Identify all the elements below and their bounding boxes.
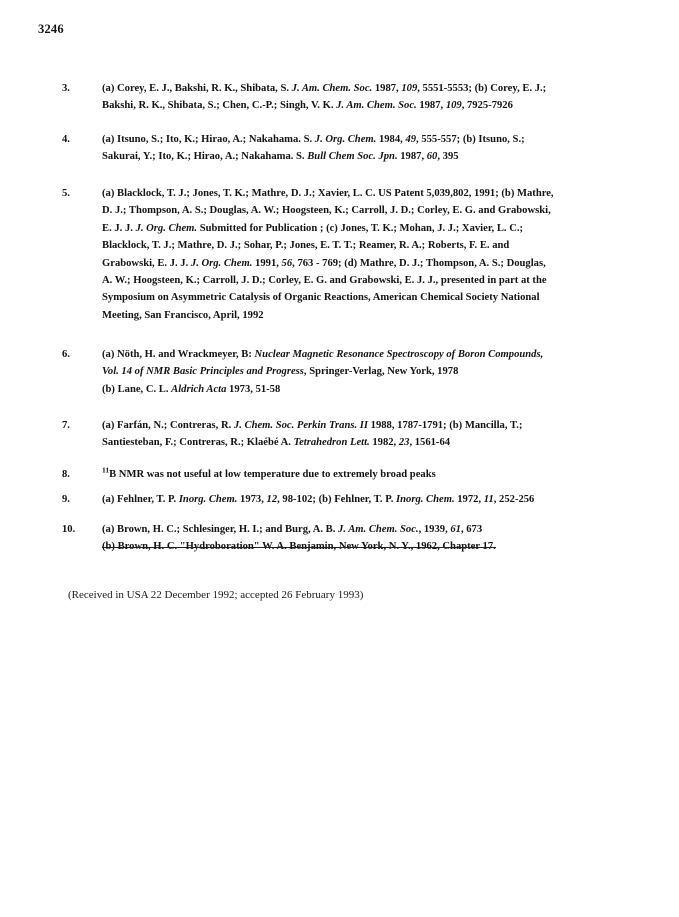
reference-text <box>102 417 622 452</box>
reference-italic-segment: 61 <box>450 524 461 535</box>
reference-segment: D. J.; Thompson, A. S.; Douglas, A. W.; Hoogsteen, K.; Carroll, J. D.; Corley, E. G. and Grabowski, <box>102 205 551 217</box>
reference-segment: Blacklock, T. J.; Mathre, D. J.; Sohar, P.; Jones, E. T. T.; Reamer, R. A.; Roberts, F. E. and <box>102 240 510 252</box>
reference-segment: 1991, <box>252 257 282 269</box>
reference-line <box>102 148 622 165</box>
reference-line <box>102 521 622 538</box>
reference-segment: B NMR was not useful at low temperature due to extremely broad peaks <box>109 469 436 480</box>
reference-line <box>102 272 622 289</box>
reference-italic-segment: J. Org. Chem. <box>190 257 253 269</box>
reference-segment: 1987, <box>397 151 427 163</box>
reference-line <box>102 466 622 483</box>
reference-text <box>102 491 622 508</box>
reference-italic-segment: 11 <box>483 494 494 505</box>
reference-segment: (a) Nöth, H. and Wrackmeyer, B: <box>102 349 255 360</box>
reference-segment: E. J. J. <box>102 222 136 234</box>
reference-segment: (b) Lane, C. L. <box>102 383 172 395</box>
reference-segment: A. W.; Hoogsteen, K.; Carroll, J. D.; Corley, E. G. and Grabowski, E. J. J., presented in part at the <box>102 275 547 287</box>
reference-italic-segment: Aldrich Acta <box>171 383 227 395</box>
reference-segment: Meeting, San Francisco, April, 1992 <box>102 309 264 321</box>
reference-segment: , 7925-7926 <box>461 100 513 112</box>
reference-segment: , 1939, <box>418 524 451 535</box>
reference-italic-segment: Tetrahedron Lett. <box>293 437 370 449</box>
reference-segment: (a) Farfán, N.; Contreras, R. <box>102 420 234 431</box>
reference-segment: (a) Blacklock, T. J.; Jones, T. K.; Mathre, D. J.; Xavier, L. C. US Patent 5,039,802, 1991; (b) Mathre, <box>102 188 554 199</box>
reference-line <box>102 289 622 306</box>
reference-item <box>62 80 622 115</box>
reference-item <box>62 131 622 166</box>
reference-text <box>102 131 622 166</box>
reference-segment: (a) Fehlner, T. P. <box>102 494 179 505</box>
reference-segment: Submitted for Publication ; (c) Jones, T. K.; Mohan, J. J.; Xavier, L. C.; <box>197 222 524 234</box>
reference-segment: , 673 <box>460 524 483 535</box>
reference-text <box>102 346 622 398</box>
reference-segment: 1982, <box>369 437 399 449</box>
reference-item <box>62 417 622 452</box>
reference-line <box>102 434 622 451</box>
reference-italic-segment: 56 <box>281 257 293 269</box>
reference-line <box>102 255 622 272</box>
reference-segment: 1973, <box>237 494 267 505</box>
reference-number: 8. <box>62 469 70 480</box>
reference-text <box>102 80 622 115</box>
reference-segment: , 1561-64 <box>409 437 451 449</box>
reference-line <box>102 307 622 324</box>
reference-line <box>102 97 622 114</box>
reference-number: 3. <box>62 83 70 94</box>
reference-segment: Bakshi, R. K., Shibata, S.; Chen, C.-P.; Singh, V. K. <box>102 100 337 112</box>
reference-segment: Symposium on Asymmetric Catalysis of Organic Reactions, American Chemical Society National <box>102 292 540 304</box>
reference-segment: 1988, 1787-1791; (b) Mancilla, T.; <box>368 420 523 431</box>
reference-italic-segment: 23 <box>398 437 410 449</box>
reference-number: 9. <box>62 494 70 505</box>
reference-italic-segment: 109 <box>401 83 418 94</box>
reference-italic-segment: J. Am. Chem. Soc. <box>336 100 417 112</box>
reference-segment: (b) Brown, H. C. "Hydroboration" W. A. Benjamin, New York, N. Y., 1962, Chapter 17. <box>102 541 496 553</box>
reference-italic-segment: J. Am. Chem. Soc. <box>291 83 373 94</box>
reference-italic-segment: 49 <box>405 134 417 145</box>
reference-segment: , Springer-Verlag, New York, 1978 <box>303 366 459 378</box>
reference-segment: Grabowski, E. J. J. <box>102 257 191 269</box>
reference-italic-segment: J. Org. Chem. <box>135 222 198 234</box>
reference-item <box>62 521 622 556</box>
reference-segment: 1984, <box>376 134 406 145</box>
reference-segment: (a) Itsuno, S.; Ito, K.; Hirao, A.; Nakahama. S. <box>102 134 315 145</box>
reference-text <box>102 185 622 324</box>
reference-line <box>102 185 622 202</box>
reference-text <box>102 521 622 556</box>
received-note: (Received in USA 22 December 1992; accepted 26 February 1993) <box>68 589 364 601</box>
reference-item <box>62 346 622 398</box>
reference-item <box>62 491 622 508</box>
reference-number: 6. <box>62 349 70 360</box>
reference-segment: (a) Brown, H. C.; Schlesinger, H. I.; and Burg, A. B. <box>102 524 339 535</box>
reference-italic-segment: J. Am. Chem. Soc. <box>338 524 419 535</box>
reference-segment: 1987, <box>372 83 402 94</box>
reference-italic-segment: Inorg. Chem. <box>396 494 455 505</box>
reference-line <box>102 80 622 97</box>
reference-italic-segment: 12 <box>266 494 278 505</box>
page-number: 3246 <box>38 22 64 36</box>
reference-line <box>102 131 622 148</box>
reference-segment: 11 <box>102 465 110 475</box>
reference-italic-segment: Inorg. Chem. <box>178 494 238 505</box>
reference-italic-segment: J. Org. Chem. <box>314 134 377 145</box>
reference-line <box>102 346 622 363</box>
reference-segment: 1973, 51-58 <box>226 383 281 395</box>
reference-italic-segment: Vol. 14 of NMR Basic Principles and Progress <box>102 366 304 378</box>
reference-item <box>62 185 622 324</box>
reference-number: 5. <box>62 188 70 199</box>
reference-segment: , 5551-5553; (b) Corey, E. J.; <box>417 83 547 94</box>
reference-segment: (a) Corey, E. J., Bakshi, R. K., Shibata, S. <box>102 83 292 94</box>
reference-number: 7. <box>62 420 70 431</box>
reference-segment: , 395 <box>437 151 459 163</box>
reference-segment: 1987, <box>416 100 446 112</box>
reference-line <box>102 491 622 508</box>
reference-italic-segment: 109 <box>445 100 462 112</box>
reference-italic-segment: Nuclear Magnetic Resonance Spectroscopy of Boron Compounds, <box>254 349 544 360</box>
reference-segment: , 555-557; (b) Itsuno, S.; <box>416 134 525 145</box>
reference-segment: , 98-102; (b) Fehlner, T. P. <box>277 494 397 505</box>
reference-number: 10. <box>62 524 76 535</box>
reference-segment: , 763 - 769; (d) Mathre, D. J.; Thompson, A. S.; Douglas, <box>292 257 546 269</box>
reference-number: 4. <box>62 134 70 145</box>
reference-segment: Sakurai, Y.; Ito, K.; Hirao, A.; Nakahama. S. <box>102 151 308 163</box>
reference-segment: , 252-256 <box>493 494 535 505</box>
reference-line <box>102 220 622 237</box>
reference-italic-segment: 60 <box>426 151 438 163</box>
reference-line <box>102 363 622 380</box>
reference-text <box>102 466 622 483</box>
reference-italic-segment: J. Chem. Soc. Perkin Trans. II <box>233 420 369 431</box>
reference-line <box>102 381 622 398</box>
reference-segment: Santiesteban, F.; Contreras, R.; Klaébé A. <box>102 437 294 449</box>
reference-segment: 1972, <box>454 494 484 505</box>
reference-line <box>102 202 622 219</box>
reference-line <box>102 417 622 434</box>
reference-line <box>102 538 622 555</box>
reference-item <box>62 466 622 483</box>
reference-italic-segment: Bull Chem Soc. Jpn. <box>307 151 398 163</box>
reference-line <box>102 237 622 254</box>
